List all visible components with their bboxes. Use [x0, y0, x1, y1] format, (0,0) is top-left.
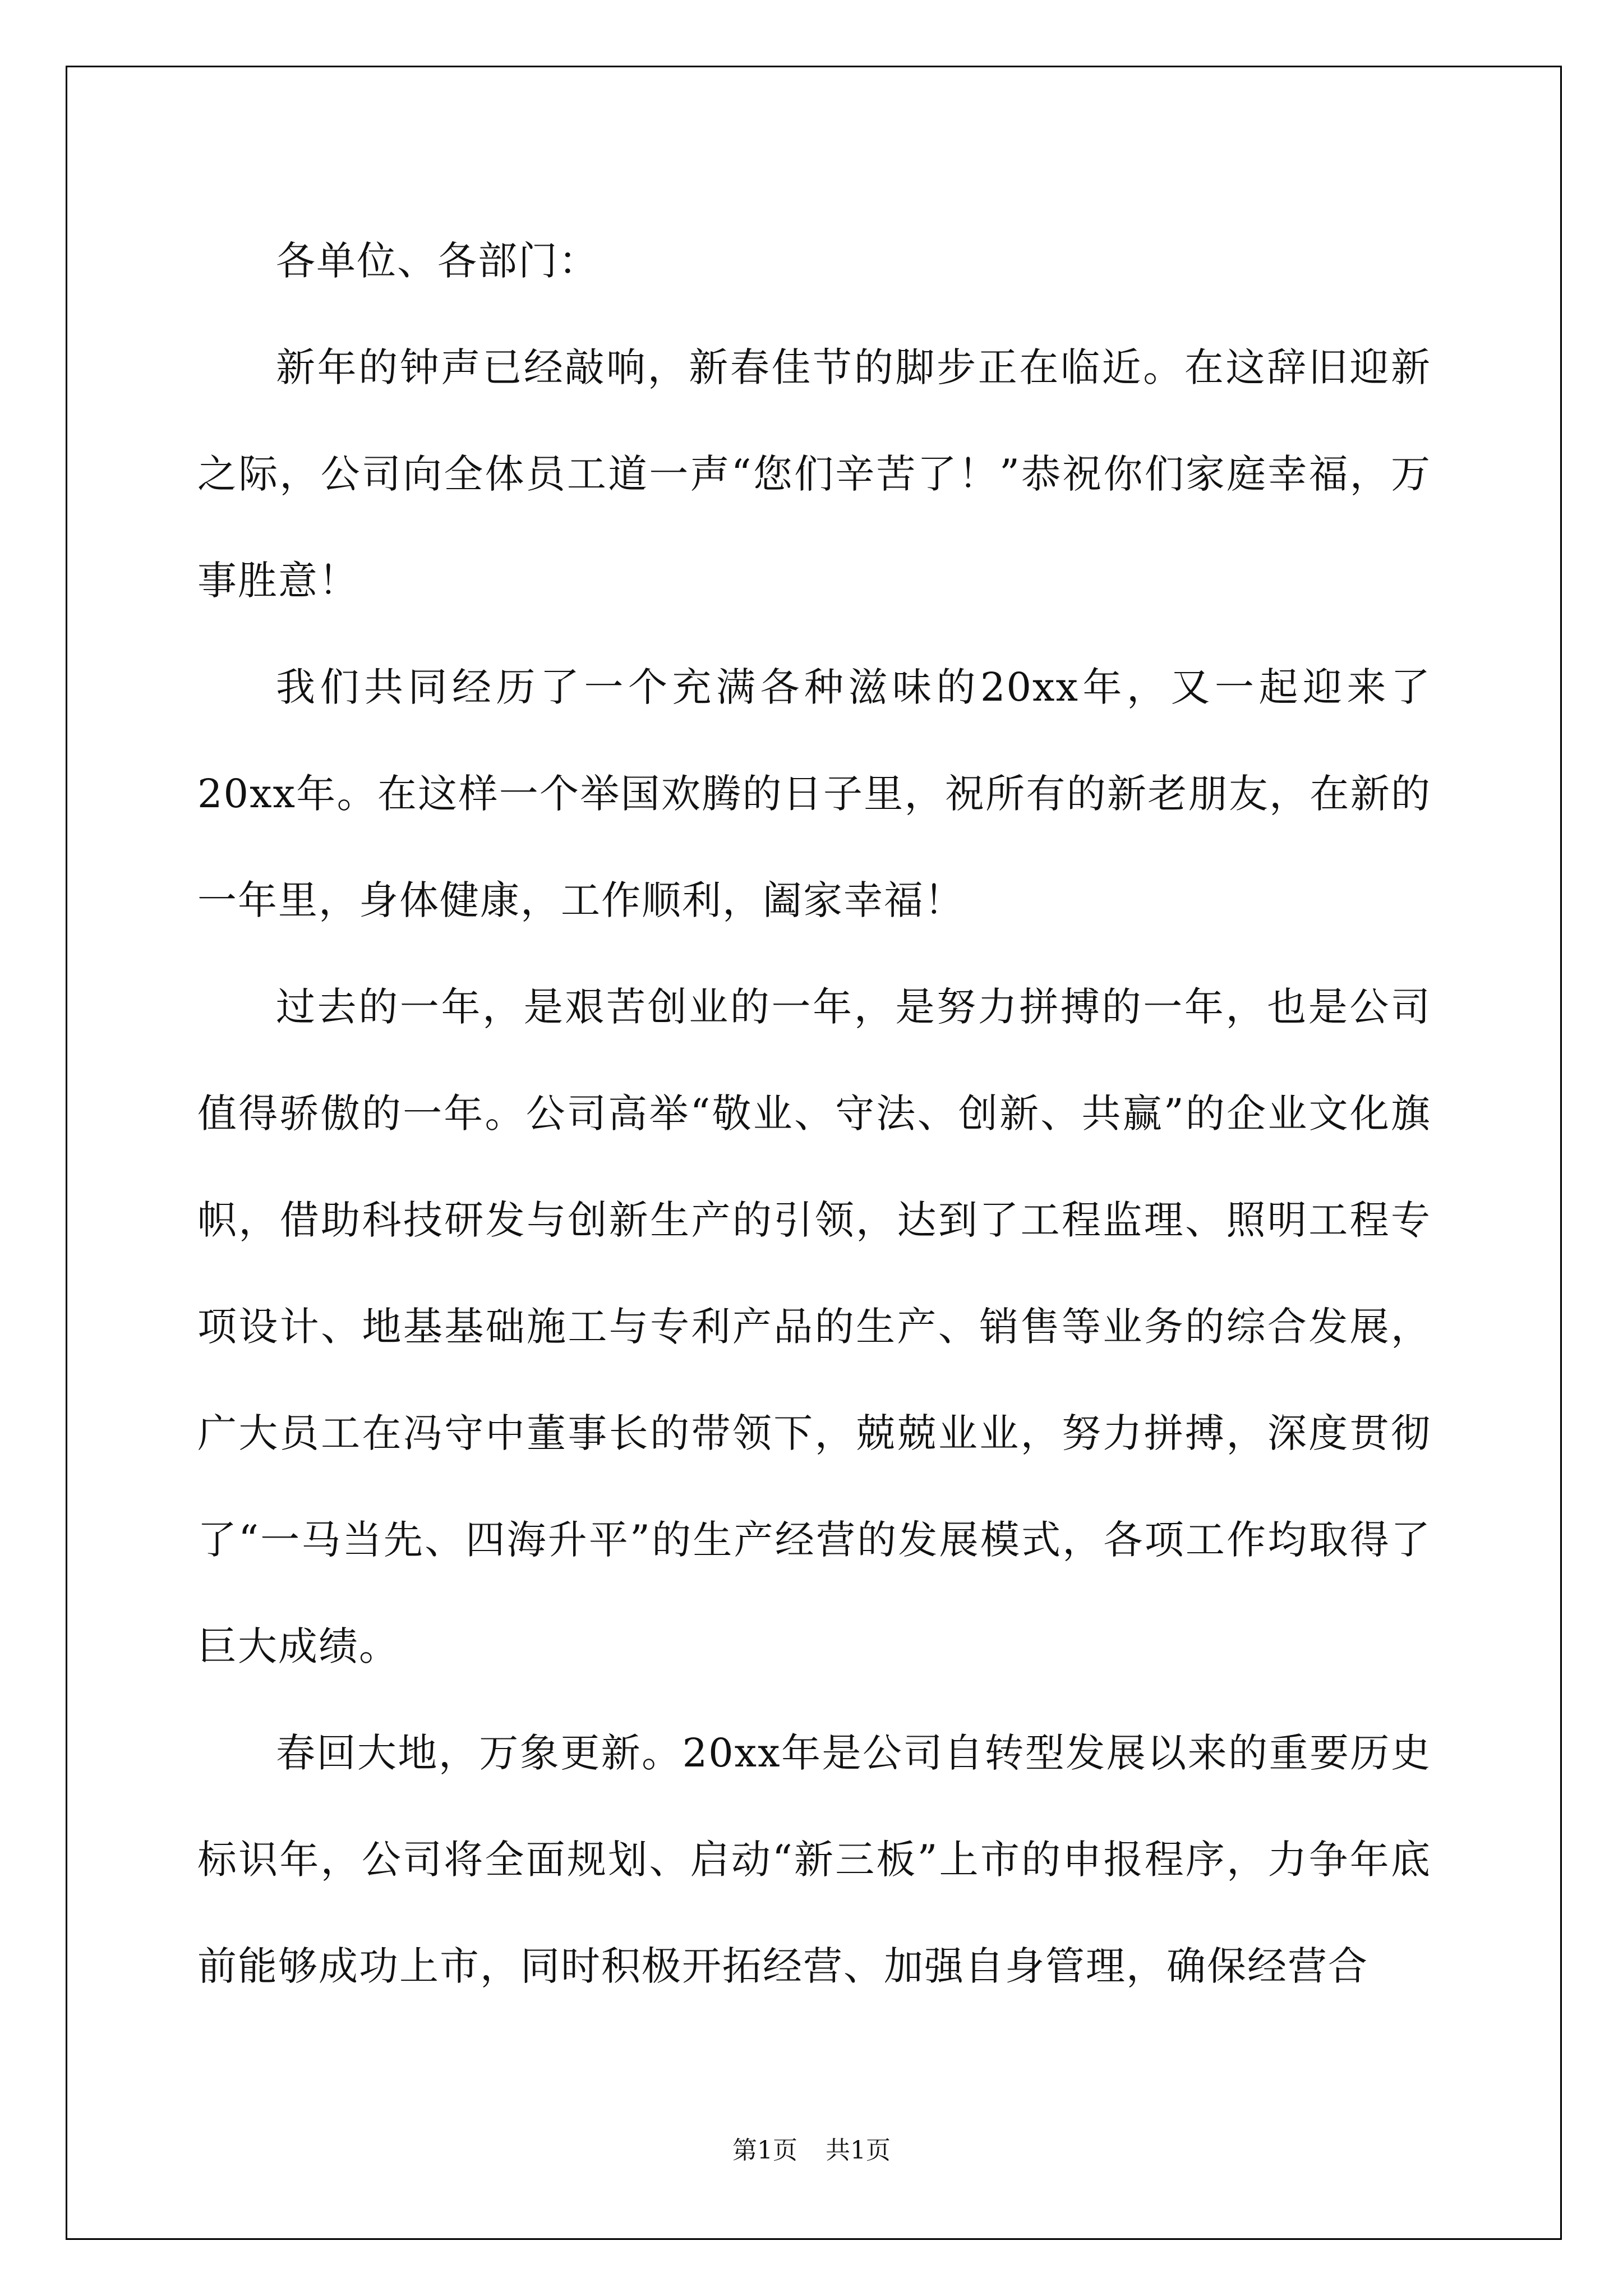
page-footer [0, 2130, 1623, 2166]
page-number: 第1页 [732, 2136, 797, 2165]
paragraph-3: 过去的一年，是艰苦创业的一年，是努力拼搏的一年，也是公司值得骄傲的一年。公司高举“敬业、守法、创新、共赢”的企业文化旗帜，借助科技研发与创新生产的引领，达到了工程监理、照明工程专项设计、地基基础施工与专利产品的生产、销售等业务的综合发展，广大员工在冯守中董事长的带领下，兢兢业业，努力拼搏，深度贯彻了“一马当先、四海升平”的生产经营的发展模式，各项工作均取得了巨大成绩。 [197, 984, 1431, 1669]
greeting: 各单位、各部门： [276, 238, 599, 284]
document-body [197, 208, 1431, 2019]
paragraph-4: 春回大地，万象更新。20xx年是公司自转型发展以来的重要历史标识年，公司将全面规划、启动“新三板”上市的申报程序，力争年底前能够成功上市，同时积极开拓经营、加强自身管理，确保经营合 [197, 1730, 1431, 1989]
paragraph-2: 我们共同经历了一个充满各种滋味的20xx年，又一起迎来了20xx年。在这样一个举国欢腾的日子里，祝所有的新老朋友，在新的一年里，身体健康，工作顺利，阖家幸福！ [197, 664, 1431, 923]
page-total: 共1页 [826, 2136, 891, 2165]
paragraph-1: 新年的钟声已经敲响，新春佳节的脚步正在临近。在这辞旧迎新之际，公司向全体员工道一声“您们辛苦了！”恭祝你们家庭幸福，万事胜意！ [197, 344, 1431, 604]
